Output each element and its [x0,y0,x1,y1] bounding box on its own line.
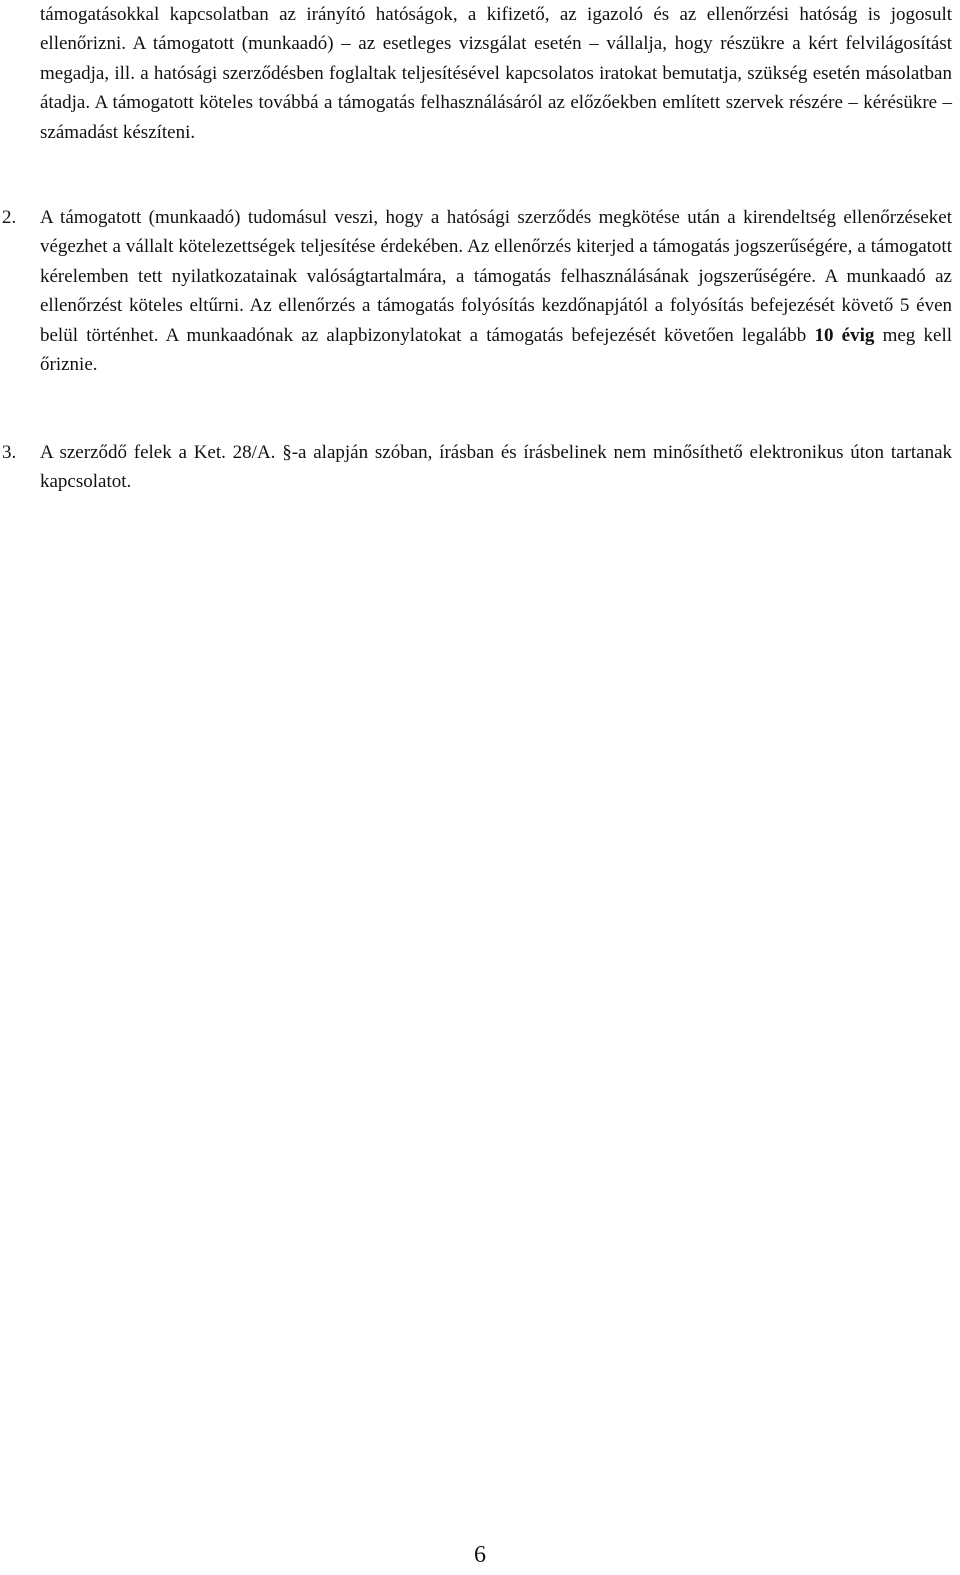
item-text-part: meg kell őriznie. [40,324,952,376]
item-number: 3. [2,442,17,463]
item-text: A szerződő felek a Ket. 28/A. §-a alapján szóban, írásban és írásbelinek nem minősíthető elektronikus úton tartanak kapcsolatot. [40,442,952,493]
retention-period: 10 évig [814,324,875,346]
item-number: 2. [2,207,17,228]
item-text-part: A támogatott (munkaadó) tudomásul veszi, hogy a hatósági szerződés megkötése után a kirendeltség ellenőrzéseket végezhet a vállalt kötelezettségek teljesítése érdekében. Az ellenőrzés kiterjed a támogatás jogszerűségére, a támogatott kérelemben tett nyilatkozatainak valóságtartalmára, a támogatás felhasználásának jogszerűségére. A munkaadó az ellenőrzést köteles eltűrni. Az ellenőrzés a támogatás folyósítás kezdőnapjától a folyósítás befejezését követő 5 éven belül történhet. A munkaadónak az alapbizonylatokat a támogatás befejezését követően legalább [40,207,952,346]
page-number: 6 [474,1542,486,1568]
item-text [40,203,952,379]
continued-paragraph [40,0,952,147]
continued-paragraph-text: támogatásokkal kapcsolatban az irányító hatóságok, a kifizető, az igazoló és az ellenőrzési hatóság is jogosult ellenőrizni. A támogatott (munkaadó) – az esetleges vizsgálat esetén – vállalja, hogy részükre a kért felvilágosítást megadja, ill. a hatósági szerződésben foglaltak teljesítésével kapcsolatos iratokat bemutatja, szükség esetén másolatban átadja. A támogatott köteles továbbá a támogatás felhasználásáról az előzőekben említett szervek részére – kérésükre – számadást készíteni. [40,4,952,143]
